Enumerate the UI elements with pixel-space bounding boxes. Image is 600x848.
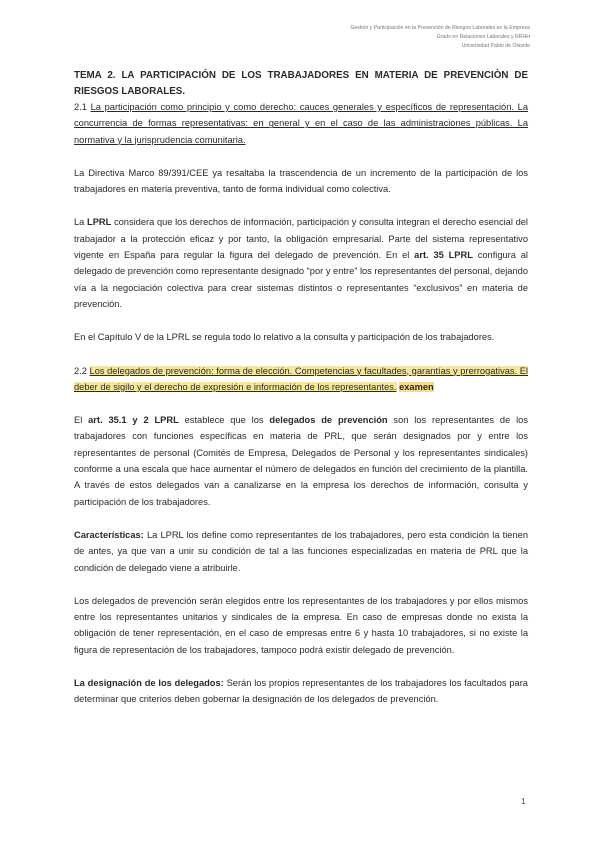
section-number: 2.1 [74,102,87,112]
section-title-highlighted: Los delegados de prevención: forma de elección. Competencias y facultades, garantías y prerrogativas. El deber de sigilo y el derecho de expresión e información de los representantes. [74,365,528,392]
document-body [74,68,528,708]
header-course: Gestión y Participación en la Prevención de Riesgos Laborales en la Empresa [350,25,530,31]
paragraph-designacion [74,675,528,708]
paragraph-caracteristicas [74,527,528,576]
paragraph-lprl [74,214,528,312]
section-2-1-heading [74,99,528,148]
text-run: configura al delegado de prevención como representante designado “por y entre” los representantes del personal, dejando vía a la negociación colectiva para crear sistemas distintos o representantes “exclusivos” en materia de prevención. [74,250,529,309]
exam-tag: examen [399,381,434,392]
bold-term: delegados de prevención [269,415,388,426]
section-number: 2.2 [74,365,87,376]
paragraph-art-35 [74,412,528,510]
document-title: TEMA 2. LA PARTICIPACIÓN DE LOS TRABAJADORES EN MATERIA DE PREVENCIÒN DE RIESGOS LABORALES. [74,70,528,97]
text-run: Serán los propios representantes de los trabajadores los facultados para determinar que criterios deben gobernar la designación de los delegados de prevención. [74,678,528,705]
bold-label: La designación de los delegados: [74,678,224,689]
text-run: establece que los [178,415,270,426]
bold-term: LPRL [87,217,112,228]
page-number: 1 [521,797,526,806]
bold-term: art. 35 LPRL [414,250,473,261]
text-run: El [74,415,89,426]
paragraph-eleccion: Los delegados de prevención serán elegidos entre los representantes de los trabajadores y por ellos mismos entre los representantes unitarios y sindicales de la empresa. En caso de empresas donde no exista la obligación de tener representación, en el caso de empresas entre 6 y hasta 10 trabajadores, si no existe la figura de representación de los trabajadores, tampoco podrá existir delegado de prevención. [74,595,528,655]
text-run: La [74,217,88,228]
header-university: Universidad Pablo de Olavide [461,43,530,49]
bold-label: Características: [74,529,144,540]
text-run: considera que los derechos de información, participación y consulta integran el derecho esencial del trabajador a la protección eficaz y por tanto, la obligación empresarial. Parte del sistema representativo vigente en España para regular la figura del delegado de prevención. En el [74,217,528,261]
section-title: La participación como principio y como derecho: cauces generales y específicos de representación. La concurrencia de formas representativas: en general y en el caso de las administraciones públicas. La normativa y la jurisprudencia comunitaria. [74,102,528,145]
paragraph-capitulo-v: En el Capítulo V de la LPRL se regula todo lo relativo a la consulta y participación de los trabajadores. [74,332,495,343]
header-degree: Grado en Relaciones Laborales y RRHH [436,34,530,40]
page-header [350,24,530,51]
text-run: son los representantes de los trabajadores con funciones específicas en materia de PRL, que serán designados por y entre los representantes de personal (Comités de Empresa, Delegados de Personal y los representantes sindicales) conforme a una escala que hace aumentar el número de delegados en función del crecimiento de la plantilla. A través de estos delegados van a canalizarse en la empresa los derechos de información, consulta y participación de los trabajadores. [74,415,528,507]
section-2-2-heading [74,363,528,396]
paragraph-directiva: La Directiva Marco 89/391/CEE ya resaltaba la trascendencia de un incremento de la participación de los trabajadores en materia preventiva, tanto de forma individual como colectiva. [74,167,528,195]
text-run: La LPRL los define como representantes de los trabajadores, pero esta condición la tienen de antes, ya que van a unir su condición de tal a las funciones especializadas en materia de PRL que la condición de delegado viene a atribuirle. [74,529,528,573]
bold-term: art. 35.1 y 2 LPRL [88,415,179,426]
